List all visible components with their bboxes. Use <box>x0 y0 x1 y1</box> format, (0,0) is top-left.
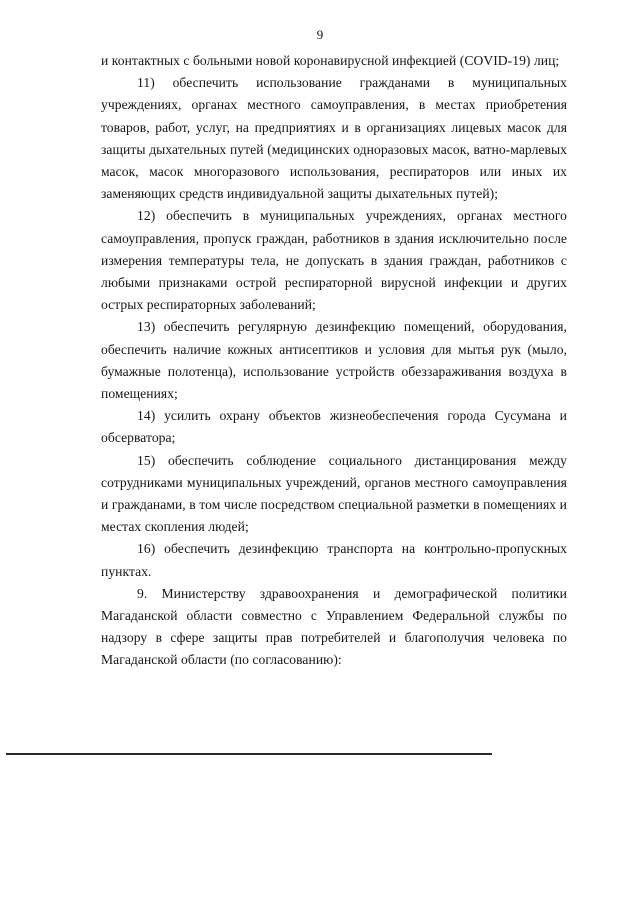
document-body <box>101 50 567 672</box>
paragraph-item-14: 14) усилить охрану объектов жизнеобеспечения города Сусумана и обсерватора; <box>101 408 567 446</box>
paragraph-item-16: 16) обеспечить дезинфекцию транспорта на контрольно-пропускных пунктах. <box>101 541 567 579</box>
paragraph-section-9: 9. Министерству здравоохранения и демографической политики Магаданской области совместно с Управлением Федеральной службы по надзору в сфере защиты прав потребителей и благополучия человека по Магаданской области (по согласованию): <box>101 585 567 668</box>
paragraph-item-12: 12) обеспечить в муниципальных учреждениях, органах местного самоуправления, пропуск граждан, работников в здания исключительно после измерения температуры тела, не допускать в здания граждан, работников с любыми признаками острой респираторной вирусной инфекции и других острых респираторных заболеваний; <box>101 208 567 313</box>
paragraph-continuation: и контактных с больными новой коронавирусной инфекцией (COVID-19) лиц; <box>101 53 560 68</box>
paragraph-item-11: 11) обеспечить использование гражданами в муниципальных учреждениях, органах местного самоуправления, в местах приобретения товаров, работ, услуг, на предприятиях и в организациях лицевых масок для защиты дыхательных путей (медицинских одноразовых масок, ватно-марлевых масок, масок многоразового использования, респираторов или иных их заменяющих средств индивидуальной защиты дыхательных путей); <box>101 75 567 202</box>
footnote-divider <box>6 753 492 755</box>
page-number: 9 <box>316 27 324 42</box>
paragraph-item-15: 15) обеспечить соблюдение социального дистанцирования между сотрудниками муниципальных учреждений, органов местного самоуправления и гражданами, в том числе посредством специальной разметки в помещениях и местах скопления людей; <box>101 452 567 535</box>
paragraph-item-13: 13) обеспечить регулярную дезинфекцию помещений, оборудования, обеспечить наличие кожных антисептиков и условия для мытья рук (мыло, бумажные полотенца), использование устройств обеззараживания воздуха в помещениях; <box>101 319 567 402</box>
